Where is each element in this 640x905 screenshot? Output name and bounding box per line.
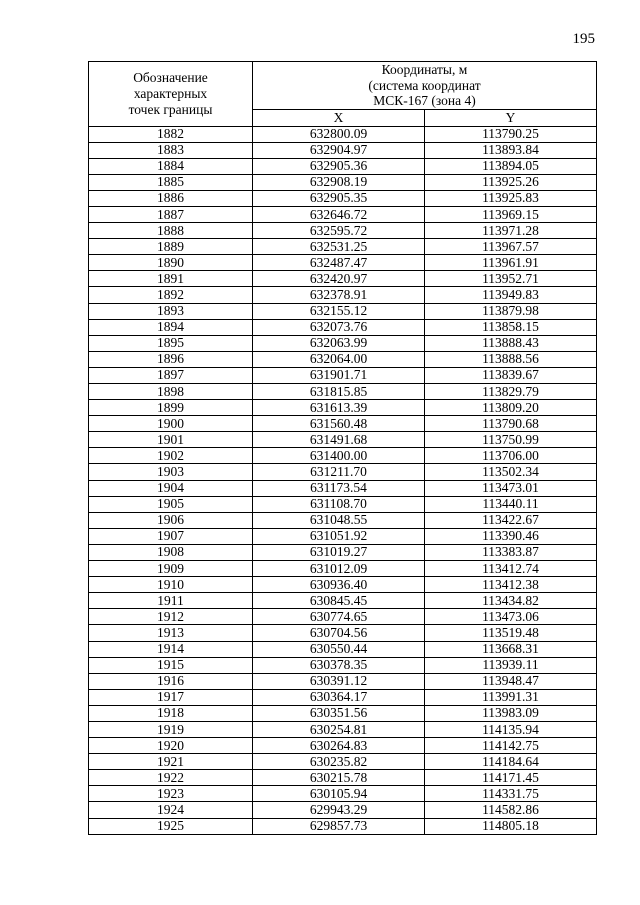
x-cell: 631048.55 bbox=[253, 512, 425, 528]
point-cell: 1903 bbox=[89, 464, 253, 480]
y-cell: 113440.11 bbox=[425, 496, 597, 512]
point-cell: 1905 bbox=[89, 496, 253, 512]
point-cell: 1917 bbox=[89, 689, 253, 705]
x-cell: 631400.00 bbox=[253, 448, 425, 464]
table-row bbox=[89, 400, 597, 416]
x-cell: 632908.19 bbox=[253, 174, 425, 190]
table-row bbox=[89, 174, 597, 190]
y-cell: 113925.83 bbox=[425, 190, 597, 206]
y-cell: 113473.06 bbox=[425, 609, 597, 625]
point-cell: 1889 bbox=[89, 239, 253, 255]
table-row bbox=[89, 738, 597, 754]
table-row bbox=[89, 384, 597, 400]
point-cell: 1921 bbox=[89, 754, 253, 770]
y-cell: 114135.94 bbox=[425, 721, 597, 737]
table-row bbox=[89, 319, 597, 335]
y-cell: 114331.75 bbox=[425, 786, 597, 802]
x-column-header: X bbox=[253, 109, 425, 126]
y-cell: 113969.15 bbox=[425, 206, 597, 222]
point-cell: 1925 bbox=[89, 818, 253, 834]
table-row bbox=[89, 142, 597, 158]
table-row bbox=[89, 561, 597, 577]
y-cell: 113983.09 bbox=[425, 705, 597, 721]
x-cell: 631211.70 bbox=[253, 464, 425, 480]
y-cell: 113939.11 bbox=[425, 657, 597, 673]
point-cell: 1910 bbox=[89, 577, 253, 593]
x-cell: 630704.56 bbox=[253, 625, 425, 641]
x-cell: 630391.12 bbox=[253, 673, 425, 689]
y-cell: 113502.34 bbox=[425, 464, 597, 480]
table-body bbox=[89, 126, 597, 834]
table-row bbox=[89, 657, 597, 673]
y-cell: 113790.68 bbox=[425, 416, 597, 432]
y-cell: 113893.84 bbox=[425, 142, 597, 158]
y-cell: 113888.56 bbox=[425, 351, 597, 367]
x-cell: 632378.91 bbox=[253, 287, 425, 303]
x-cell: 630550.44 bbox=[253, 641, 425, 657]
point-cell: 1913 bbox=[89, 625, 253, 641]
table-row bbox=[89, 577, 597, 593]
table-row bbox=[89, 464, 597, 480]
table-row bbox=[89, 239, 597, 255]
point-cell: 1892 bbox=[89, 287, 253, 303]
y-cell: 113412.74 bbox=[425, 561, 597, 577]
y-cell: 113858.15 bbox=[425, 319, 597, 335]
x-cell: 632155.12 bbox=[253, 303, 425, 319]
x-cell: 629943.29 bbox=[253, 802, 425, 818]
y-cell: 113888.43 bbox=[425, 335, 597, 351]
x-cell: 632073.76 bbox=[253, 319, 425, 335]
table-row bbox=[89, 818, 597, 834]
x-cell: 632905.36 bbox=[253, 158, 425, 174]
point-cell: 1915 bbox=[89, 657, 253, 673]
table-row bbox=[89, 528, 597, 544]
point-cell: 1906 bbox=[89, 512, 253, 528]
table-row bbox=[89, 271, 597, 287]
x-cell: 630378.35 bbox=[253, 657, 425, 673]
point-cell: 1909 bbox=[89, 561, 253, 577]
table-row bbox=[89, 754, 597, 770]
x-cell: 632064.00 bbox=[253, 351, 425, 367]
table-row bbox=[89, 190, 597, 206]
x-cell: 629857.73 bbox=[253, 818, 425, 834]
table-row bbox=[89, 673, 597, 689]
point-cell: 1890 bbox=[89, 255, 253, 271]
x-cell: 630351.56 bbox=[253, 705, 425, 721]
table-row bbox=[89, 448, 597, 464]
x-cell: 632531.25 bbox=[253, 239, 425, 255]
x-cell: 630264.83 bbox=[253, 738, 425, 754]
point-cell: 1918 bbox=[89, 705, 253, 721]
point-cell: 1895 bbox=[89, 335, 253, 351]
table-row bbox=[89, 721, 597, 737]
y-cell: 113809.20 bbox=[425, 400, 597, 416]
x-cell: 632800.09 bbox=[253, 126, 425, 142]
x-cell: 631108.70 bbox=[253, 496, 425, 512]
y-cell: 113961.91 bbox=[425, 255, 597, 271]
y-cell: 113383.87 bbox=[425, 544, 597, 560]
y-cell: 113971.28 bbox=[425, 223, 597, 239]
x-cell: 630774.65 bbox=[253, 609, 425, 625]
y-cell: 113948.47 bbox=[425, 673, 597, 689]
x-cell: 632646.72 bbox=[253, 206, 425, 222]
point-cell: 1908 bbox=[89, 544, 253, 560]
x-cell: 631173.54 bbox=[253, 480, 425, 496]
table-row bbox=[89, 496, 597, 512]
y-cell: 114171.45 bbox=[425, 770, 597, 786]
x-cell: 630845.45 bbox=[253, 593, 425, 609]
point-cell: 1911 bbox=[89, 593, 253, 609]
point-cell: 1882 bbox=[89, 126, 253, 142]
point-cell: 1907 bbox=[89, 528, 253, 544]
x-cell: 632905.35 bbox=[253, 190, 425, 206]
x-cell: 631051.92 bbox=[253, 528, 425, 544]
table-row bbox=[89, 416, 597, 432]
x-cell: 631901.71 bbox=[253, 367, 425, 383]
x-cell: 631613.39 bbox=[253, 400, 425, 416]
table-row bbox=[89, 351, 597, 367]
point-cell: 1922 bbox=[89, 770, 253, 786]
coordinates-table bbox=[88, 61, 597, 835]
table-row bbox=[89, 480, 597, 496]
y-cell: 113894.05 bbox=[425, 158, 597, 174]
y-cell: 113519.48 bbox=[425, 625, 597, 641]
table-row bbox=[89, 625, 597, 641]
header-row bbox=[89, 62, 597, 110]
y-cell: 113706.00 bbox=[425, 448, 597, 464]
y-cell: 113967.57 bbox=[425, 239, 597, 255]
x-cell: 630105.94 bbox=[253, 786, 425, 802]
point-cell: 1914 bbox=[89, 641, 253, 657]
x-cell: 632487.47 bbox=[253, 255, 425, 271]
x-cell: 630235.82 bbox=[253, 754, 425, 770]
point-cell: 1887 bbox=[89, 206, 253, 222]
table-row bbox=[89, 770, 597, 786]
table-header bbox=[89, 62, 597, 127]
x-cell: 632063.99 bbox=[253, 335, 425, 351]
point-cell: 1886 bbox=[89, 190, 253, 206]
x-cell: 631019.27 bbox=[253, 544, 425, 560]
table-row bbox=[89, 432, 597, 448]
table-row bbox=[89, 593, 597, 609]
table-row bbox=[89, 223, 597, 239]
y-column-header: Y bbox=[425, 109, 597, 126]
y-cell: 113952.71 bbox=[425, 271, 597, 287]
point-cell: 1883 bbox=[89, 142, 253, 158]
table-row bbox=[89, 689, 597, 705]
point-cell: 1885 bbox=[89, 174, 253, 190]
y-cell: 113790.25 bbox=[425, 126, 597, 142]
y-cell: 114142.75 bbox=[425, 738, 597, 754]
x-cell: 631815.85 bbox=[253, 384, 425, 400]
point-cell: 1902 bbox=[89, 448, 253, 464]
x-cell: 631491.68 bbox=[253, 432, 425, 448]
x-cell: 632420.97 bbox=[253, 271, 425, 287]
x-cell: 630364.17 bbox=[253, 689, 425, 705]
y-cell: 113879.98 bbox=[425, 303, 597, 319]
y-cell: 113412.38 bbox=[425, 577, 597, 593]
y-cell: 113390.46 bbox=[425, 528, 597, 544]
table-row bbox=[89, 303, 597, 319]
y-cell: 113422.67 bbox=[425, 512, 597, 528]
point-cell: 1916 bbox=[89, 673, 253, 689]
table-row bbox=[89, 802, 597, 818]
table-row bbox=[89, 158, 597, 174]
y-cell: 113949.83 bbox=[425, 287, 597, 303]
y-cell: 113434.82 bbox=[425, 593, 597, 609]
y-cell: 113668.31 bbox=[425, 641, 597, 657]
table-row bbox=[89, 335, 597, 351]
point-cell: 1894 bbox=[89, 319, 253, 335]
y-cell: 113925.26 bbox=[425, 174, 597, 190]
point-cell: 1920 bbox=[89, 738, 253, 754]
table-row bbox=[89, 641, 597, 657]
coordinates-column-header: Координаты, м (система координат МСК-167 (зона 4) bbox=[253, 62, 597, 110]
point-cell: 1897 bbox=[89, 367, 253, 383]
y-cell: 114184.64 bbox=[425, 754, 597, 770]
table-row bbox=[89, 255, 597, 271]
y-cell: 113473.01 bbox=[425, 480, 597, 496]
table-row bbox=[89, 609, 597, 625]
point-cell: 1898 bbox=[89, 384, 253, 400]
x-cell: 631560.48 bbox=[253, 416, 425, 432]
page-number: 195 bbox=[572, 31, 595, 47]
y-cell: 113829.79 bbox=[425, 384, 597, 400]
point-cell: 1900 bbox=[89, 416, 253, 432]
x-cell: 630254.81 bbox=[253, 721, 425, 737]
point-cell: 1896 bbox=[89, 351, 253, 367]
y-cell: 114805.18 bbox=[425, 818, 597, 834]
point-cell: 1888 bbox=[89, 223, 253, 239]
table-row bbox=[89, 126, 597, 142]
table-row bbox=[89, 786, 597, 802]
point-cell: 1912 bbox=[89, 609, 253, 625]
point-cell: 1893 bbox=[89, 303, 253, 319]
table-row bbox=[89, 287, 597, 303]
x-cell: 630936.40 bbox=[253, 577, 425, 593]
point-cell: 1924 bbox=[89, 802, 253, 818]
point-cell: 1919 bbox=[89, 721, 253, 737]
x-cell: 631012.09 bbox=[253, 561, 425, 577]
x-cell: 632595.72 bbox=[253, 223, 425, 239]
table-row bbox=[89, 544, 597, 560]
table-row bbox=[89, 705, 597, 721]
x-cell: 632904.97 bbox=[253, 142, 425, 158]
point-cell: 1901 bbox=[89, 432, 253, 448]
y-cell: 114582.86 bbox=[425, 802, 597, 818]
point-cell: 1884 bbox=[89, 158, 253, 174]
point-cell: 1904 bbox=[89, 480, 253, 496]
point-column-header: Обозначение характерных точек границы bbox=[89, 62, 253, 127]
y-cell: 113991.31 bbox=[425, 689, 597, 705]
y-cell: 113839.67 bbox=[425, 367, 597, 383]
table-row bbox=[89, 367, 597, 383]
point-cell: 1891 bbox=[89, 271, 253, 287]
table-row bbox=[89, 206, 597, 222]
point-cell: 1899 bbox=[89, 400, 253, 416]
x-cell: 630215.78 bbox=[253, 770, 425, 786]
y-cell: 113750.99 bbox=[425, 432, 597, 448]
point-cell: 1923 bbox=[89, 786, 253, 802]
table-row bbox=[89, 512, 597, 528]
